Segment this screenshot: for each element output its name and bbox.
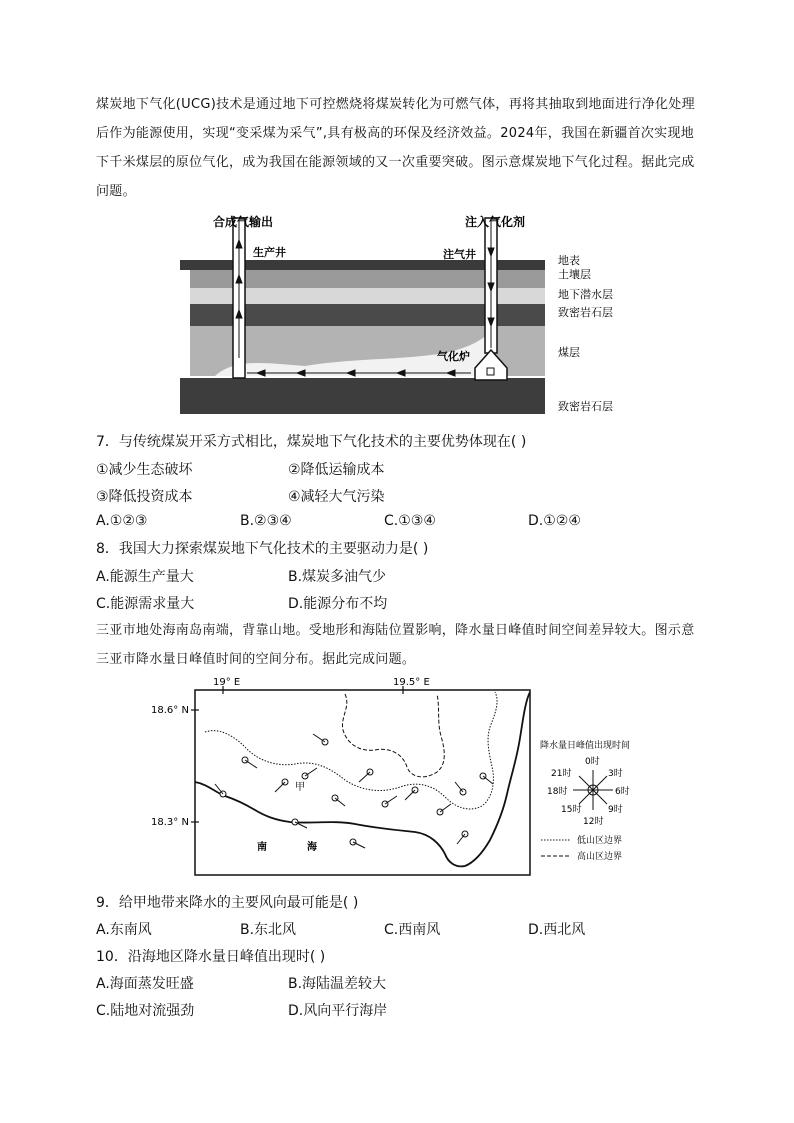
inject-agent-label: 注入气化剂 [465, 215, 526, 229]
layer-coal: 煤层 [558, 346, 580, 359]
sea-label-2: 海 [307, 842, 317, 853]
q7-option-c: C.①③④ [384, 513, 436, 529]
passage-ucg: 煤炭地下气化(UCG)技术是通过地下可控燃烧将煤炭转化为可燃气体，再将其抽取到地面进行净化处理后作为能源使用，实现“变采煤为采气”,具有极高的环保及经济效益。2024年，我国在新疆首次实现地下千米煤层的原位气化，成为我国在能源领域的又一次重要突破。图示意煤炭地下气化过程。据此完成问题。 [96, 97, 695, 199]
q8-option-c: C.能源需求量大 [96, 596, 195, 612]
lon-19-5: 19.5° E [393, 677, 430, 688]
q10-option-b: B.海陆温差较大 [288, 976, 387, 992]
injection-well-label: 注气井 [443, 248, 476, 261]
lat-18-6: 18.6° N [151, 705, 189, 716]
q8-option-a: A.能源生产量大 [96, 569, 194, 585]
sanya-map [145, 672, 665, 882]
q9-option-a: A.东南风 [96, 922, 152, 938]
syngas-output-label: 合成气输出 [213, 215, 274, 229]
q10-option-d: D.风向平行海岸 [288, 1003, 388, 1019]
q7-item-1: ①减少生态破坏 [96, 462, 193, 478]
lon-19: 19° E [213, 677, 241, 688]
legend-low-mountain: 低山区边界 [577, 836, 623, 846]
layer-groundwater: 地下潜水层 [558, 288, 613, 301]
q8-option-d: D.能源分布不均 [288, 596, 388, 612]
layer-soil: 土壤层 [558, 268, 591, 281]
q10-option-c: C.陆地对流强劲 [96, 1003, 195, 1019]
sea-label-1: 南 [257, 842, 267, 853]
production-well-label: 生产井 [253, 246, 286, 259]
q10-stem: 10．沿海地区降水量日峰值出现时( ) [96, 949, 326, 965]
ucg-diagram [175, 208, 665, 418]
q9-option-b: B.东北风 [240, 922, 297, 938]
time-9: 9时 [608, 805, 623, 815]
legend-title: 降水量日峰值出现时间 [540, 741, 631, 751]
q7-item-4: ④减轻大气污染 [288, 489, 385, 505]
time-21: 21时 [551, 769, 572, 779]
time-0: 0时 [585, 757, 600, 767]
furnace-label: 气化炉 [437, 350, 470, 363]
layer-rock-lower: 致密岩石层 [558, 400, 613, 413]
layer-rock-upper: 致密岩石层 [558, 306, 613, 319]
time-3: 3时 [608, 769, 623, 779]
rock-layer-lower [180, 378, 545, 414]
time-15: 15时 [561, 805, 582, 815]
q9-stem: 9．给甲地带来降水的主要风向最可能是( ) [96, 895, 359, 911]
q7-option-d: D.①②④ [528, 513, 581, 529]
clock-rose-icon [573, 770, 613, 810]
q7-option-b: B.②③④ [240, 513, 292, 529]
place-jia: 甲 [295, 782, 305, 793]
legend-high-mountain: 高山区边界 [577, 852, 623, 862]
q7-item-2: ②降低运输成本 [288, 462, 385, 478]
q9-option-d: D.西北风 [528, 922, 586, 938]
time-6: 6时 [615, 787, 630, 797]
q7-stem: 7．与传统煤炭开采方式相比，煤炭地下气化技术的主要优势体现在( ) [96, 434, 527, 450]
q10-option-a: A.海面蒸发旺盛 [96, 976, 194, 992]
layer-surface: 地表 [558, 254, 580, 267]
lat-18-3: 18.3° N [151, 817, 189, 828]
q9-option-c: C.西南风 [384, 922, 441, 938]
time-18: 18时 [547, 787, 568, 797]
time-12: 12时 [583, 817, 604, 827]
passage-sanya: 三亚市地处海南岛南端，背靠山地。受地形和海陆位置影响，降水量日峰值时间空间差异较大。图示意三亚市降水量日峰值时间的空间分布。据此完成问题。 [96, 623, 695, 667]
q7-option-a: A.①②③ [96, 513, 148, 529]
q7-item-3: ③降低投资成本 [96, 489, 193, 505]
q8-stem: 8．我国大力探索煤炭地下气化技术的主要驱动力是( ) [96, 541, 429, 557]
q8-option-b: B.煤炭多油气少 [288, 569, 387, 585]
